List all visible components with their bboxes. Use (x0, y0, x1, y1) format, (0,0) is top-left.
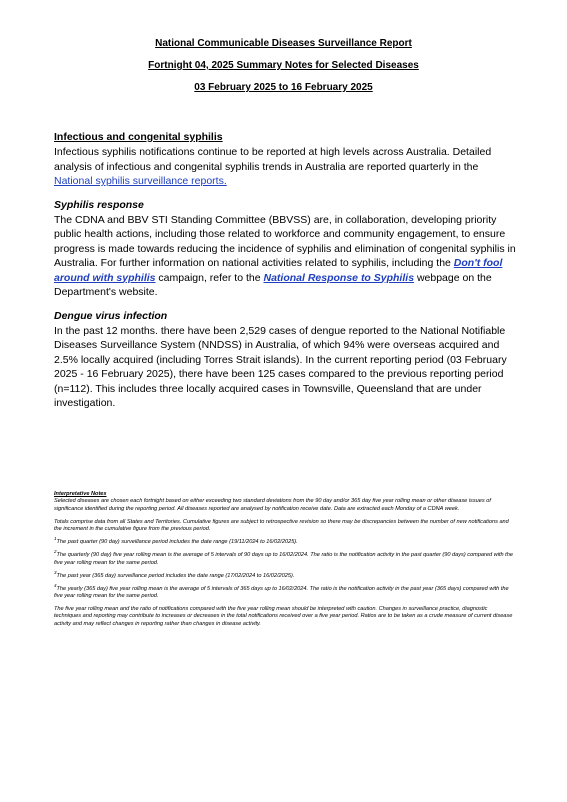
note-text: The quarterly (90 day) five year rolling mean is the average of 5 intervals of 90 days up to 16/02/2024. The ratio is the notification activity in the past quarter (90 days) compared with the five year rolling mean for the same period. (54, 552, 513, 566)
note-quarter-period (54, 536, 516, 546)
syphilis-response-heading: Syphilis response (54, 198, 144, 211)
response-text-2: campaign, refer to the (155, 271, 264, 284)
syphilis-text: Infectious syphilis notifications continue to be reported at high levels across Australia. Detailed analysis of infectious and congenital syphilis trends in Australia are reported quarterly in the (54, 146, 492, 173)
note-caution: The five year rolling mean and the ratio of notifications compared with the five year rolling mean should be interpreted with caution. Changes in surveillance practice, diagnostic techniques and reporting may contribute to increases or decreases in the total notifications received over a five year period. Ratios are to be taken as a crude measure of current disease activity and may reflect changes in reporting rather than changes in disease activity. (54, 606, 513, 627)
dengue-paragraph: In the past 12 months. there have been 2,529 cases of dengue reported to the National Notifiable Diseases Surveillance System (NNDSS) in Australia, of which 94% were overseas acquired and 2.5% locally acquired (including Torres Strait islands). In the current reporting period (03 February 2025 - 16 February 2025), there have been 125 cases compared to the previous reporting period (n=112). This includes three locally acquired cases in Townsville, Queensland that are under investigation. (54, 324, 507, 409)
note-quarter-mean (54, 549, 516, 567)
footnote-marker: 3 (54, 569, 57, 575)
footnote-marker: 1 (54, 536, 57, 542)
interpretative-notes (54, 491, 516, 634)
dengue-heading: Dengue virus infection (54, 309, 168, 322)
note-text: The past quarter (90 day) surveillance period includes the date range (19/11/2024 to 16/02/2025). (56, 539, 298, 546)
report-date-range: 03 February 2025 to 16 February 2025 (194, 82, 373, 93)
report-title: National Communicable Diseases Surveillance Report (155, 38, 412, 49)
syphilis-heading: Infectious and congenital syphilis (54, 131, 223, 143)
national-response-link[interactable]: National Response to Syphilis (263, 271, 415, 284)
footnote-marker: 4 (54, 582, 57, 588)
syphilis-response-paragraph (54, 213, 516, 300)
report-header (0, 38, 567, 104)
dont-fool-around-link[interactable]: Don't fool around with syphilis (54, 257, 503, 284)
footnote-marker: 2 (54, 549, 57, 555)
note-text: The yearly (365 day) five year rolling mean is the average of 5 intervals of 365 days up to 16/02/2024. The ratio is the notification activity in the past year (365 days) compared with the five year rolling mean for the same period. (54, 585, 509, 600)
response-text-3: webpage on the Department's website. (54, 271, 492, 298)
syphilis-paragraph (54, 145, 516, 189)
report-body (54, 130, 516, 420)
notes-heading: Interpretative Notes (54, 491, 107, 497)
note-year-mean (54, 582, 516, 601)
response-text-1: The CDNA and BBV STI Standing Committee (BBVSS) are, in collaboration, developing priority public health actions, including those related to workforce and community engagement, to ensure progress is made towards reducing the incidence of syphilis and elimination of congenital syphilis in Australia. For further information on national activities related to syphilis, including the (54, 213, 516, 269)
syphilis-reports-link[interactable]: National syphilis surveillance reports. (54, 175, 227, 187)
note-year-period (54, 569, 516, 580)
report-subtitle: Fortnight 04, 2025 Summary Notes for Selected Diseases (148, 60, 419, 71)
note-selection: Selected diseases are chosen each fortnight based on either exceeding two standard deviations from the 90 day and/or 365 day five year rolling mean or other disease issues of significance identified during the reporting period. All diseases reported are analysed by notification receive date. Data are extracted each Monday of a CDNA week. (54, 498, 491, 512)
note-totals: Totals comprise data from all States and Territories. Cumulative figures are subject to retrospective revision so there may be discrepancies between the number of new notifications and the increment in the cumulative figure from the previous period. (54, 518, 509, 533)
note-text: The past year (365 day) surveillance period includes the date range (17/02/2024 to 16/02/2025). (56, 572, 295, 579)
